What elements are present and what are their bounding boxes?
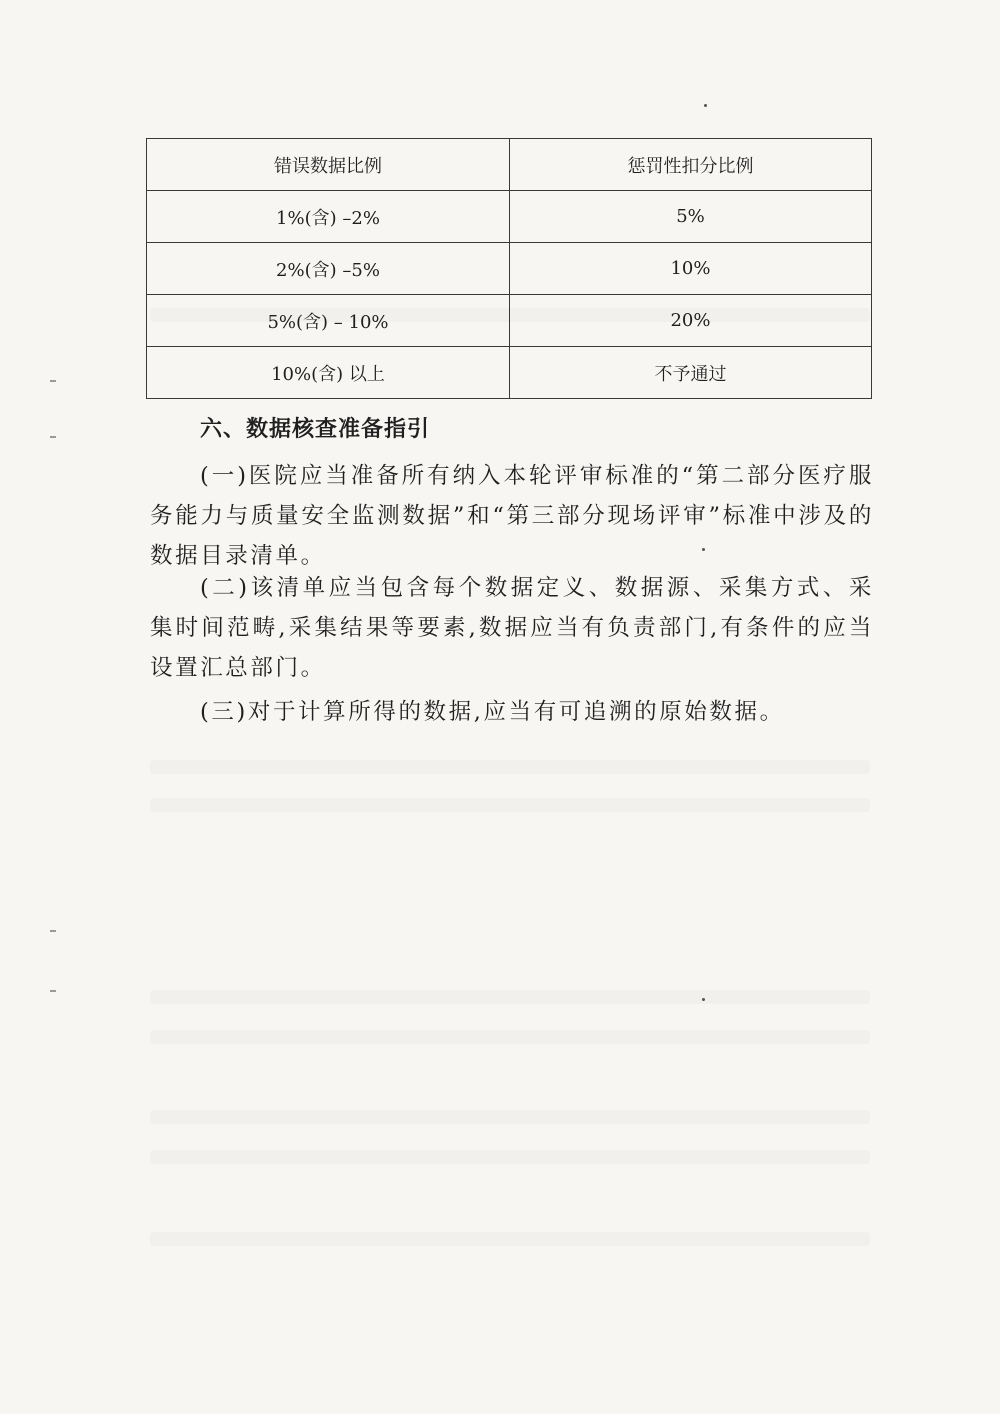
edge-mark <box>50 380 56 382</box>
header-penalty-ratio: 惩罚性扣分比例 <box>510 139 872 191</box>
section-heading: 六、数据核查准备指引 <box>200 417 431 442</box>
table-header-row <box>147 139 872 191</box>
table-row <box>147 243 872 295</box>
scan-speck <box>704 104 707 107</box>
header-error-ratio: 错误数据比例 <box>147 139 510 191</box>
cell-error-ratio: 5%(含) – 10% <box>147 295 510 347</box>
penalty-table <box>146 138 872 399</box>
table-row <box>147 347 872 399</box>
show-through-line <box>150 1110 870 1124</box>
paragraph-3: (三)对于计算所得的数据,应当有可追溯的原始数据。 <box>200 699 785 725</box>
table-row <box>147 191 872 243</box>
edge-mark <box>50 990 56 992</box>
cell-penalty-ratio: 20% <box>510 295 872 347</box>
scan-speck <box>702 998 705 1001</box>
show-through-line <box>150 1150 870 1164</box>
show-through-line <box>150 1232 870 1246</box>
table-row <box>147 295 872 347</box>
cell-error-ratio: 10%(含) 以上 <box>147 347 510 399</box>
cell-error-ratio: 1%(含) –2% <box>147 191 510 243</box>
paragraph-1: (一)医院应当准备所有纳入本轮评审标准的“第二部分医疗服务能力与质量安全监测数据”和“第三部分现场评审”标准中涉及的数据目录清单。 <box>150 463 874 569</box>
paragraph-2: (二)该清单应当包含每个数据定义、数据源、采集方式、采集时间范畴,采集结果等要素,数据应当有负责部门,有条件的应当设置汇总部门。 <box>150 575 874 681</box>
show-through-line <box>150 1030 870 1044</box>
show-through-line <box>150 990 870 1004</box>
cell-error-ratio: 2%(含) –5% <box>147 243 510 295</box>
edge-mark <box>50 436 56 438</box>
cell-penalty-ratio: 5% <box>510 191 872 243</box>
show-through-line <box>150 760 870 774</box>
cell-penalty-ratio: 10% <box>510 243 872 295</box>
edge-mark <box>50 930 56 932</box>
show-through-line <box>150 798 870 812</box>
cell-penalty-ratio: 不予通过 <box>510 347 872 399</box>
